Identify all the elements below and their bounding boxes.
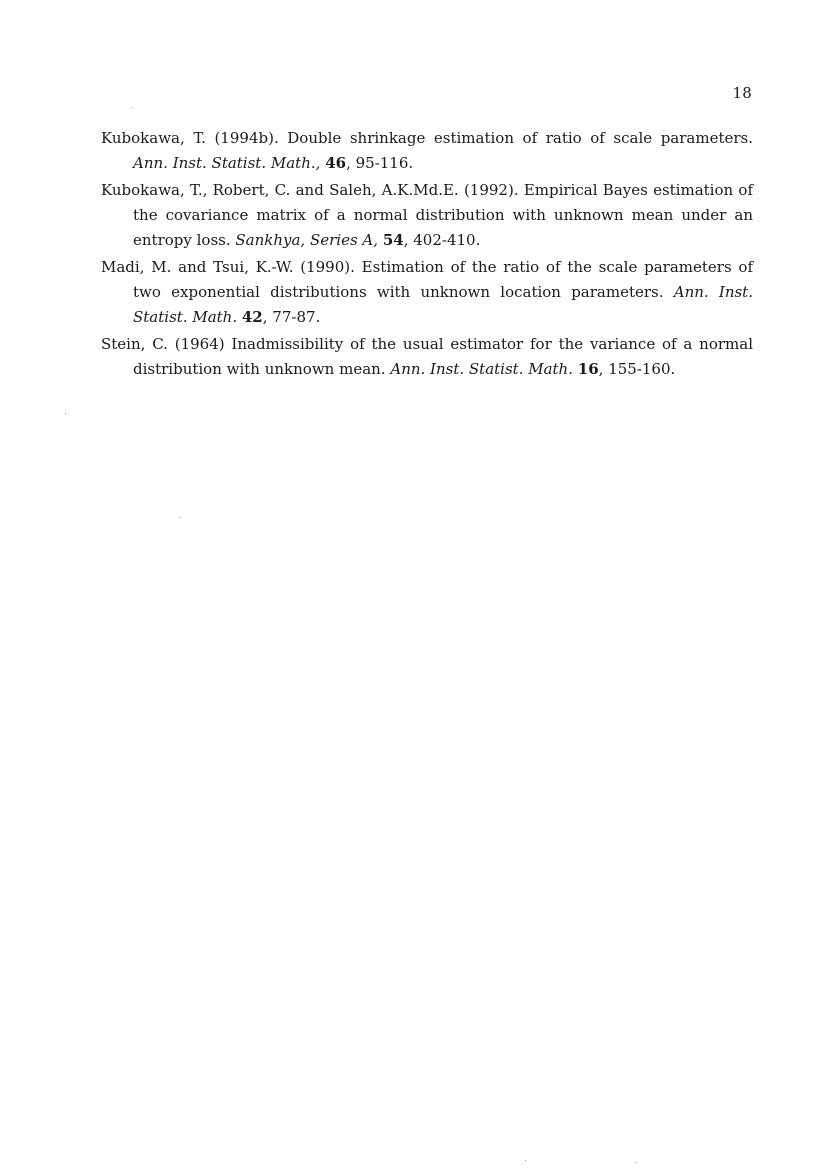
scan-speck bbox=[65, 413, 66, 414]
reference-pages: , 155-160. bbox=[598, 360, 676, 378]
scan-speck bbox=[636, 1162, 637, 1163]
reference-source: Sankhya, Series A, bbox=[235, 231, 379, 249]
reference-list bbox=[101, 126, 753, 384]
reference-madi-tsui-1990 bbox=[101, 255, 753, 330]
reference-volume: 46 bbox=[325, 154, 347, 172]
reference-source: Ann. Inst. Statist. Math. bbox=[390, 360, 573, 378]
page-number: 18 bbox=[732, 84, 752, 102]
reference-text: Madi, M. and Tsui, K.-W. (1990). Estimation of the ratio of the scale parameters of two exponential distributions with unknown location parameters. bbox=[101, 258, 753, 301]
reference-kubokawa-robert-saleh-1992 bbox=[101, 178, 753, 253]
reference-source: Ann. Inst. Statist. Math. bbox=[133, 283, 753, 326]
reference-volume: 16 bbox=[577, 360, 599, 378]
scan-speck bbox=[525, 1160, 526, 1161]
reference-pages: , 77-87. bbox=[262, 308, 321, 326]
reference-stein-1964 bbox=[101, 332, 753, 382]
scan-speck bbox=[180, 517, 181, 518]
reference-text: Kubokawa, T., Robert, C. and Saleh, A.K.Md.E. (1992). Empirical Bayes estimation of the covariance matrix of a normal distribution with unknown mean under an entropy loss. bbox=[101, 181, 753, 249]
reference-volume: 42 bbox=[241, 308, 263, 326]
reference-text: Stein, C. (1964) Inadmissibility of the usual estimator for the variance of a normal distribution with unknown mean. bbox=[101, 335, 753, 378]
reference-text: Kubokawa, T. (1994b). Double shrinkage estimation of ratio of scale parameters. bbox=[101, 129, 753, 147]
scan-speck bbox=[131, 107, 132, 108]
reference-kubokawa-1994b bbox=[101, 126, 753, 176]
reference-pages: , 95-116. bbox=[346, 154, 414, 172]
reference-source: Ann. Inst. Statist. Math., bbox=[133, 154, 321, 172]
reference-volume: 54 bbox=[382, 231, 404, 249]
reference-pages: , 402-410. bbox=[403, 231, 481, 249]
